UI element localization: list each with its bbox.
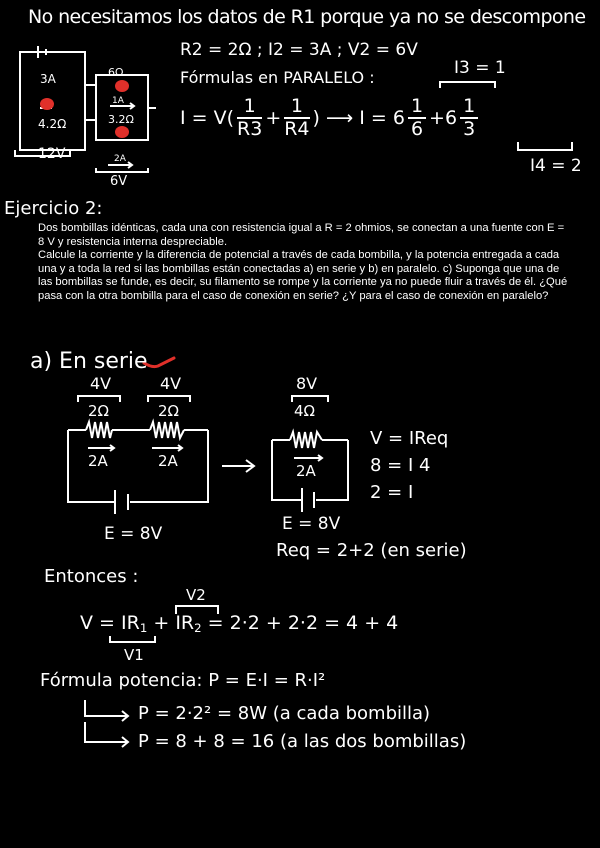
power-result-each: P = 2·2² = 8W (a cada bombilla) bbox=[138, 703, 431, 724]
circuit-v-left: 12V bbox=[38, 146, 66, 162]
exercise-title: Ejercicio 2: bbox=[4, 198, 103, 219]
circuit-r-left: 4.2Ω bbox=[38, 117, 67, 131]
frac-3: $\frac{1}{3}$ bbox=[460, 96, 478, 141]
equiv-req: Req = 2+2 (en serie) bbox=[276, 540, 467, 561]
equiv-r: 4Ω bbox=[294, 402, 316, 420]
circuit-i-top: 1A bbox=[112, 96, 124, 106]
series-r1: 2Ω bbox=[88, 402, 110, 420]
equation-left: I = V( bbox=[180, 107, 235, 130]
series-r2: 2Ω bbox=[158, 402, 180, 420]
power-result-total: P = 8 + 8 = 16 (a las dos bombillas) bbox=[138, 731, 467, 752]
ohm-step-1: V = IReq bbox=[370, 428, 449, 449]
v2-label: V2 bbox=[186, 586, 206, 604]
i4-label: I4 = 2 bbox=[530, 156, 582, 176]
i3-label: I3 = 1 bbox=[454, 58, 506, 78]
series-v1: 4V bbox=[90, 374, 112, 393]
circuit-r-bottom: 3.2Ω bbox=[108, 113, 134, 126]
series-emf: E = 8V bbox=[104, 524, 163, 544]
exercise-text: Dos bombillas idénticas, cada una con resistencia igual a R = 2 ohmios, se conectan a una fuente con E = 8 V y resistencia interna despreciable. Calcule la corriente y la diferencia de potencial a través de cada bombilla, y la potencia entregada a cada una y a toda la red si las bombillas están conectadas a) en serie y b) en paralelo. c) Suponga que una de las bombillas se funde, es decir, su filamento se rompe y la corriente ya no puede fluir a través de él. ¿Qué pasa con la otra bombilla para el caso de conexión en serie? ¿Y para el caso de conexión en paralelo? bbox=[38, 222, 568, 302]
given-values: R2 = 2Ω ; I2 = 3A ; V2 = 6V bbox=[180, 40, 418, 60]
frac-r3: $\frac{1}{R3}$ bbox=[237, 95, 263, 140]
series-i2: 2A bbox=[158, 452, 178, 470]
power-formula: Fórmula potencia: P = E·I = R·I² bbox=[40, 670, 326, 691]
entonces-label: Entonces : bbox=[44, 566, 139, 587]
frac-6: $\frac{1}{6}$ bbox=[408, 96, 426, 141]
circuit-v-bottom: 6V bbox=[110, 174, 128, 189]
equiv-i: 2A bbox=[296, 462, 316, 480]
section-a-title: a) En serie bbox=[30, 349, 148, 374]
equiv-v: 8V bbox=[296, 374, 318, 393]
circuit-i-bottom: 2A bbox=[114, 154, 126, 164]
ohm-step-2: 8 = I 4 bbox=[370, 455, 431, 476]
equation-mid: ) ⟶ I = 6 bbox=[312, 107, 405, 130]
formula-label: Fórmulas en PARALELO : bbox=[180, 68, 375, 87]
parallel-equation bbox=[180, 96, 481, 141]
equation-mult: +6 bbox=[429, 107, 458, 130]
circuit-i-left: 3A bbox=[40, 72, 56, 86]
ohm-step-3: 2 = I bbox=[370, 482, 414, 503]
circuit-r-top: 6Ω bbox=[108, 66, 124, 79]
equiv-emf: E = 8V bbox=[282, 514, 341, 534]
equation-plus: + bbox=[265, 107, 282, 130]
ir2: $IR_2$ bbox=[175, 612, 202, 635]
header-note: No necesitamos los datos de R1 porque ya no se descompone bbox=[28, 6, 586, 28]
frac-r4: $\frac{1}{R4}$ bbox=[284, 95, 310, 140]
v-sum-line: $V = IR_1 + IR_2 = 2\cdot 2 + 2\cdot 2 = 4 + 4$ bbox=[80, 612, 399, 635]
v-sum-rest: = 2·2 + 2·2 = 4 + 4 bbox=[207, 612, 399, 634]
series-v2: 4V bbox=[160, 374, 182, 393]
series-i1: 2A bbox=[88, 452, 108, 470]
ir1: $IR_1$ bbox=[121, 612, 148, 635]
v1-label: V1 bbox=[124, 646, 144, 664]
